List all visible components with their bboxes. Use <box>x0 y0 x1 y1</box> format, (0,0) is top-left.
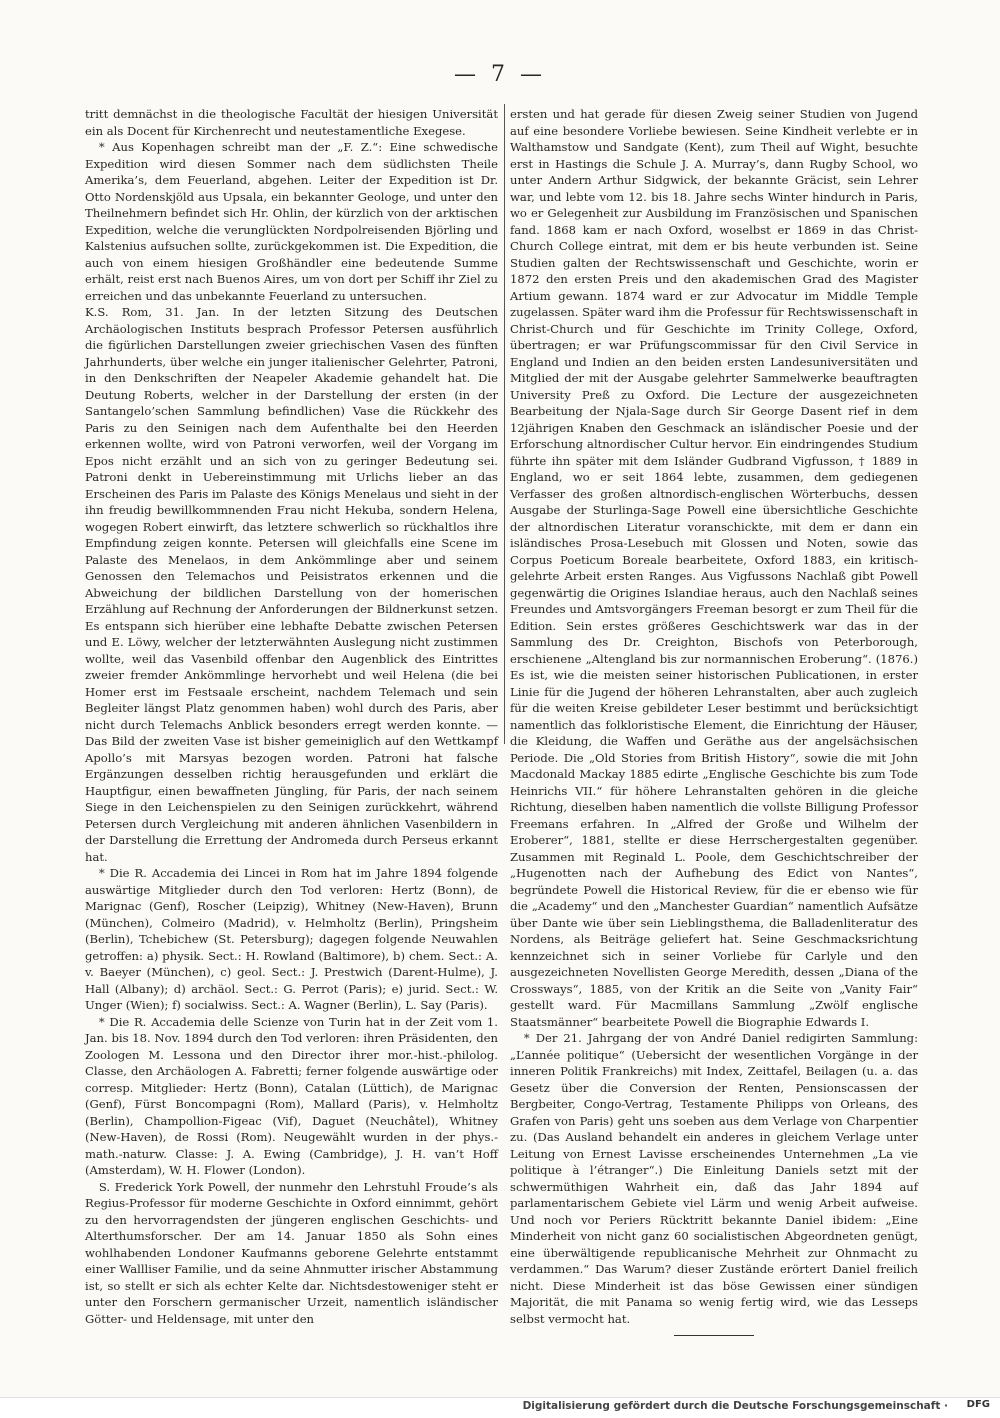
paragraph: * Aus Kopenhagen schreibt man der „F. Z.“: Eine schwedische Expedition wird diesen Sommer nach dem südlichsten Theile Amerika’s, dem Feuerland, abgehen. Leiter der Expedition ist Dr. Otto Nordenskjöld aus Upsala, ein bekannter Geologe, und unter den Theilnehmern befindet sich Hr. Ohlin, der kürzlich von der arktischen Expedition, welche die verunglückten Nordpolreisenden Björling und Kalstenius aufsuchen sollte, zurückgekommen ist. Die Expedition, die auch von einem hiesigen Großhändler eine bedeutende Summe erhält, reist erst nach Buenos Aires, um von dort per Schiff ihr Ziel zu erreichen und das unbekannte Feuerland zu untersuchen. <box>85 140 498 303</box>
paragraph: S. Frederick York Powell, der nunmehr den Lehrstuhl Froude’s als Regius-Professor für moderne Geschichte in Oxford einnimmt, gehört zu den hervorragendsten der jüngeren englischen Geschichts- und Alterthumsforscher. Der am 14. Januar 1850 als Sohn eines wohlhabenden Londoner Kaufmanns geborene Gelehrte entstammt einer Wallliser Familie, und da seine Ahnmutter irischer Abstammung ist, so stellt er sich als echter Kelte dar. Nichtsdestoweniger steht er unter den Forschern germanischer Urzeit, namentlich isländischer Götter- und Heldensage, mit unter den <box>85 1179 498 1326</box>
page-number: — 7 — <box>454 62 546 87</box>
funding-notice: Digitalisierung gefördert durch die Deutsche Forschungsgemeinschaft · <box>522 1400 948 1412</box>
paragraph: ersten und hat gerade für diesen Zweig seiner Studien von Jugend auf eine besondere Vorliebe bewiesen. Seine Kindheit verlebte er in Walthamstow und Sandgate (Kent), zum Theil auf Wight, besuchte erst in Hastings die Schule J. A. Murray’s, dann Rugby School, wo unter Andern Arthur Sidgwick, der bekannte Gräcist, sein Lehrer war, und lebte vom 12. bis 18. Jahre sechs Winter hindurch in Paris, wo er Gelegenheit zur Ausbildung im Französischen und Spanischen fand. 1868 kam er nach Oxford, woselbst er 1869 in das Christ-Church College eintrat, mit dem er bis heute verbunden ist. Seine Studien galten der Rechtswissenschaft und Geschichte, worin er 1872 den ersten Preis und den akademischen Grad des Magister Artium gewann. 1874 ward er zur Advocatur im Middle Temple zugelassen. Später ward ihm die Professur für Rechtswissenschaft in Christ-Church und für Geschichte im Trinity College, Oxford, übertragen; er war Prüfungscommissar für den Civil Service in England und Indien an den beiden ersten Landesuniversitäten und Mitglied der mit der Ausgabe gelehrter Sammelwerke beauftragten University Preß zu Oxford. Die Lecture der ausgezeichneten Bearbeitung der Njala-Sage durch Sir George Dasent rief in dem 12jährigen Knaben den Geschmack an isländischer Poesie und der Erforschung altnordischer Cultur hervor. Ein eindringendes Studium führte ihn später mit dem Isländer Gudbrand Vigfusson, † 1889 in England, wo er seit 1864 lebte, zusammen, dem gediegenen Verfasser des großen altnordisch-englischen Wörterbuchs, dessen Ausgabe der Sturlinga-Sage Powell eine übersichtliche Geschichte der altnordischen Literatur voranschickte, mit dem er dann ein isländisches Prosa-Lesebuch mit Glossen und Noten, sowie das Corpus Poeticum Boreale bearbeitete, Oxford 1883, ein kritisch-gelehrte Arbeit ersten Ranges. Aus Vigfussons Nachlaß gibt Powell gegenwärtig die Origines Islandiae heraus, auch den Nachlaß seines Freundes und Amtsvorgängers Freeman besorgt er zum Theil für die Edition. Sein erstes größeres Geschichtswerk war das in der Sammlung des Dr. Creighton, Bischofs von Peterborough, erschienene „Altengland bis zur normannischen Eroberung“. (1876.) Es ist, wie die meisten seiner historischen Publicationen, in erster Linie für die Jugend der höheren Lehranstalten, aber auch zugleich für die weiten Kreise gebildeter Leser bestimmt und berücksichtigt namentlich das folkloristische Element, die Einrichtung der Häuser, die Kleidung, die Waffen und Geräthe aus der angelsächsischen Periode. Die „Old Stories from British History“, sowie die mit John Macdonald Mackay 1885 edirte „Englische Geschichte bis zum Tode Heinrichs VII.“ für höhere Lehranstalten gehören in die gleiche Richtung, dieselben haben namentlich die vollste Billigung Professor Freemans erfahren. In „Alfred der Große und Wilhelm der Eroberer“, 1881, stellte er diese Herrschergestalten gegenüber. Zusammen mit Reginald L. Poole, dem Geschichtschreiber der „Hugenotten nach der Aufhebung des Edict von Nantes“, begründete Powell die Historical Review, für die er ebenso wie für die „Academy“ und den „Manchester Guardian“ namentlich Aufsätze über Dante wie über sein Lieblingsthema, die Balladenliteratur des Nordens, als Beiträge geliefert hat. Seine Geschmacksrichtung kennzeichnet sich in seiner Vorliebe für Carlyle und den ausgezeichneten Novellisten George Meredith, dessen „Diana of the Crossways“, 1885, von der Kritik an die Seite von „Vanity Fair“ gestellt ward. Für Macmillans Sammlung „Zwölf englische Staatsmänner“ bearbeitete Powell die Biographie Edwards I. <box>510 107 918 1029</box>
paragraph: K.S. Rom, 31. Jan. In der letzten Sitzung des Deutschen Archäologischen Instituts besprach Professor Petersen ausführlich die figürlichen Darstellungen zweier griechischen Vasen des fünften Jahrhunderts, über welche ein junger italienischer Gelehrter, Patroni, in den Denkschriften der Neapeler Akademie gehandelt hat. Die Deutung Roberts, welcher in der Darstellung der ersten (in der Santangelo’schen Sammlung befindlichen) Vase die Rückkehr des Paris zu den Seinigen nach dem Aufenthalte bei den Heerden erkennen wollte, wird von Patroni verworfen, weil der Vorgang im Epos nicht erzählt und an sich von zu geringer Bedeutung sei. Patroni denkt in Uebereinstimmung mit Urlichs lieber an das Erscheinen des Paris im Palaste des Königs Menelaus und sieht in der ihn freudig bewillkommnenden Frau nicht Hekuba, sondern Helena, wogegen Robert einwirft, das letztere schwerlich so rückhaltlos ihre Empfindung zeigen konnte. Petersen will gleichfalls eine Scene im Palaste des Menelaos, in dem Ankömmlinge aber und seinem Genossen den Telemachos und Peisistratos erkennen und die Abweichung der bildlichen Darstellung von der homerischen Erzählung auf Rechnung der Anforderungen der Bildnerkunst setzen. Es entspann sich hierüber eine lebhafte Debatte zwischen Petersen und E. Löwy, welcher der letzterwähnten Auslegung nicht zustimmen wollte, weil das Vasenbild offenbar den Augenblick des Eintrittes zweier fremder Ankömmlinge hervorhebt und weil Helena (die bei Homer erst im Festsaale erscheint, nachdem Telemach und sein Begleiter längst Platz genommen haben) wohl durch des Paris, aber nicht durch Telemachs Anblick besonders erregt werden konnte. — Das Bild der zweiten Vase ist bisher gemeiniglich auf den Wettkampf Apollo’s mit Marsyas bezogen worden. Patroni hat falsche Ergänzungen desselben richtig herausgefunden und erklärt die Hauptfigur, einen bewaffneten Jüngling, für Paris, der nach seinem Siege in den Leichenspielen zu den Seinigen zurückkehrt, während Petersen durch Vergleichung mit anderen ähnlichen Vasenbildern in der Darstellung die Errettung der Andromeda durch Perseus erkannt hat. <box>85 305 498 864</box>
left-column <box>85 106 498 1327</box>
footer-bar <box>0 1397 1000 1418</box>
dfg-logo: DFG <box>966 1399 990 1410</box>
paragraph: * Die R. Accademia delle Scienze von Turin hat in der Zeit vom 1. Jan. bis 18. Nov. 1894 durch den Tod verloren: ihren Präsidenten, den Zoologen M. Lessona und den Director ihrer mor.-hist.-philolog. Classe, den Archäologen A. Fabretti; ferner folgende auswärtige oder corresp. Mitglieder: Hertz (Bonn), Catalan (Lüttich), de Marignac (Genf), Fürst Boncompagni (Rom), Mallard (Paris), v. Helmholtz (Berlin), Champollion-Figeac (Vif), Daguet (Neuchâtel), Whitney (New-Haven), de Rossi (Rom). Neugewählt wurden in der phys.-math.-naturw. Classe: J. A. Ewing (Cambridge), J. H. van’t Hoff (Amsterdam), W. H. Flower (London). <box>85 1014 498 1177</box>
end-rule <box>674 1335 754 1336</box>
paragraph: tritt demnächst in die theologische Facultät der hiesigen Universität ein als Docent für Kirchenrecht und neutestamentliche Exegese. <box>85 107 498 138</box>
column-divider <box>504 104 505 744</box>
paragraph: * Der 21. Jahrgang der von André Daniel redigirten Sammlung: „L’année politique“ (Uebersicht der wesentlichen Vorgänge in der inneren Politik Frankreichs) mit Index, Zeittafel, Beilagen (u. a. das Gesetz über die Conversion der Renten, Pensionscassen der Bergbeiter, Congo-Vertrag, Testamente Philipps von Orleans, des Grafen von Paris) geht uns soeben aus dem Verlage von Charpentier zu. (Das Ausland behandelt ein anderes in gleichem Verlage unter Leitung von Ernest Lavisse erscheinendes Unternehmen „La vie politique à l’étranger“.) Die Einleitung Daniels setzt mit der schwermüthigen Wahrheit ein, daß das Jahr 1894 auf parlamentarischem Gebiete viel Lärm und wenig Arbeit aufweise. Und noch vor Periers Rücktritt bekannte Daniel ibidem: „Eine Minderheit von nicht ganz 60 socialistischen Abgeordneten genügt, eine überwältigende republicanische Mehrheit zur Ohnmacht zu verdammen.“ Das Warum? dieser Zustände erörtert Daniel freilich nicht. Diese Minderheit ist das böse Gewissen einer sündigen Majorität, die mit Panama so wenig fertig wird, wie das Lesseps selbst vermocht hat. <box>510 1031 918 1326</box>
paragraph: * Die R. Accademia dei Lincei in Rom hat im Jahre 1894 folgende auswärtige Mitglieder durch den Tod verloren: Hertz (Bonn), de Marignac (Genf), Roscher (Leipzig), Whitney (New-Haven), Brunn (München), Colmeiro (Madrid), v. Helmholtz (Berlin), Pringsheim (Berlin), Tchebichew (St. Petersburg); dagegen folgende Neuwahlen getroffen: a) physik. Sect.: H. Rowland (Baltimore), b) chem. Sect.: A. v. Baeyer (München), c) geol. Sect.: J. Prestwich (Darent-Hulme), J. Hall (Albany); d) archäol. Sect.: G. Perrot (Paris); e) jurid. Sect.: W. Unger (Wien); f) socialwiss. Sect.: A. Wagner (Berlin), L. Say (Paris). <box>85 866 498 1012</box>
right-column <box>510 106 918 1336</box>
